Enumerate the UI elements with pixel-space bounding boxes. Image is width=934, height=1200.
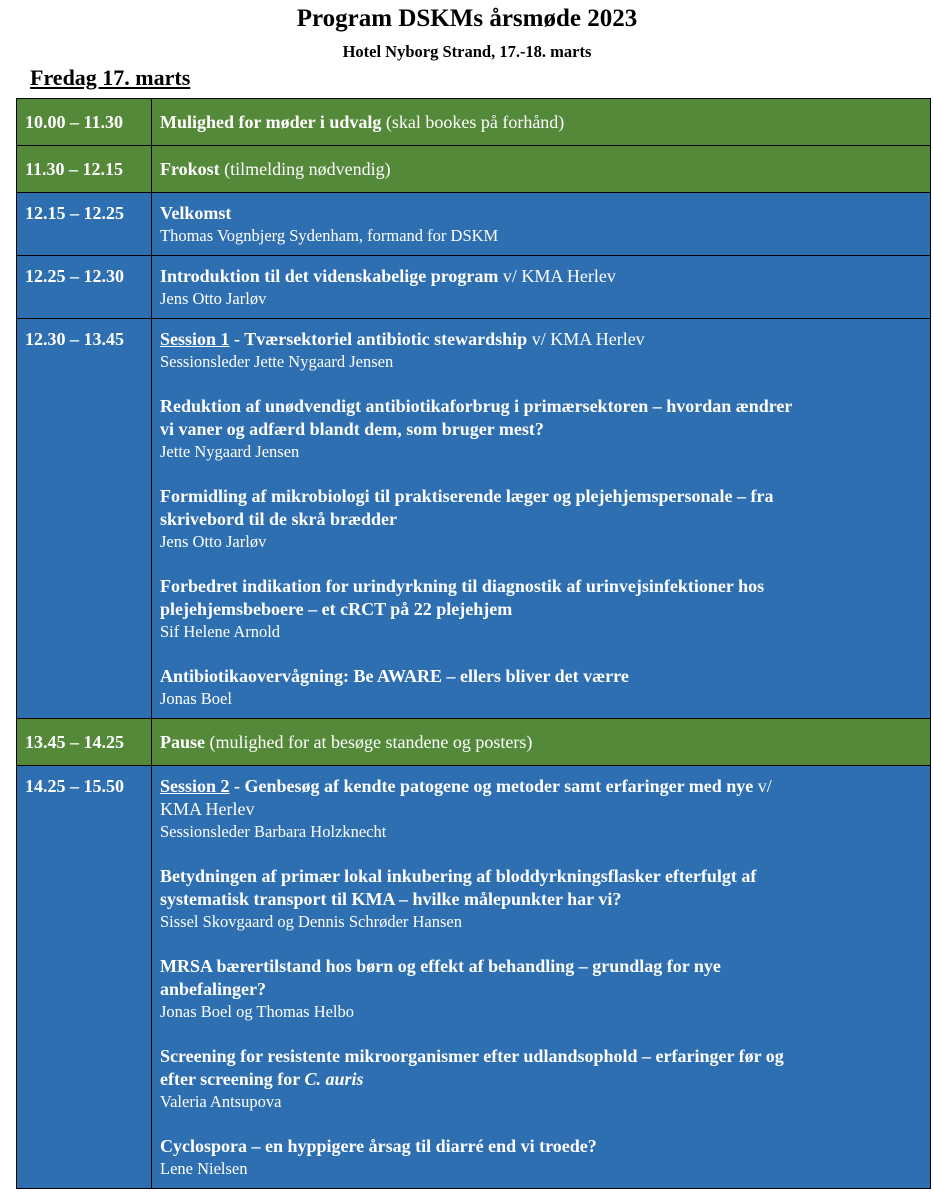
session-cell: [152, 319, 931, 719]
speaker-name: Lene Nielsen: [160, 1159, 248, 1178]
talk-item: [160, 1045, 922, 1113]
event-cell: [152, 193, 931, 256]
speaker-name: Jonas Boel og Thomas Helbo: [160, 1002, 355, 1021]
speaker-name: Valeria Antsupova: [160, 1092, 282, 1111]
talk-title: Forbedret indikation for urindyrkning til diagnostik af urinvejsinfektioner hos: [160, 576, 765, 596]
talk-title-cont: vi vaner og adfærd blandt dem, som bruger mest?: [160, 419, 544, 439]
talk-title-cont: [160, 1068, 922, 1091]
talk-title-cont: anbefalinger?: [160, 979, 266, 999]
table-row: [17, 766, 931, 1189]
event-title: Mulighed for møder i udvalg: [160, 111, 382, 132]
session-chair: Sessionsleder Barbara Holzknecht: [160, 822, 387, 841]
talk-title-text: efter screening for: [160, 1069, 305, 1089]
talk-item: [160, 1135, 922, 1180]
time-cell: 13.45 – 14.25: [17, 719, 152, 766]
talk-title-cont: systematisk transport til KMA – hvilke målepunkter har vi?: [160, 889, 622, 909]
speaker-name: Sif Helene Arnold: [160, 622, 281, 641]
session-cell: [152, 766, 931, 1189]
session-label: Session 2: [160, 776, 230, 796]
speaker-name: Jette Nygaard Jensen: [160, 442, 300, 461]
program-table: [16, 98, 931, 1189]
talk-item: [160, 575, 922, 643]
event-venue: v/ KMA Herlev: [498, 266, 616, 286]
session-venue: v/: [753, 776, 772, 796]
table-row: [17, 146, 931, 193]
speaker-name: Jens Otto Jarløv: [160, 289, 267, 308]
event-cell: [152, 719, 931, 766]
table-row: [17, 193, 931, 256]
event-title: Velkomst: [160, 203, 232, 223]
talk-title: Betydningen af primær lokal inkubering af bloddyrkningsflasker efterfulgt af: [160, 866, 757, 886]
event-note: (mulighed for at besøge standene og posters): [205, 731, 533, 752]
page-subtitle: Hotel Nyborg Strand, 17.-18. marts: [342, 42, 592, 61]
time-cell: 12.30 – 13.45: [17, 319, 152, 719]
session-venue-cont: KMA Herlev: [160, 799, 255, 819]
event-cell: [152, 256, 931, 319]
organism-name: C. auris: [304, 1069, 364, 1089]
speaker-name: Jonas Boel: [160, 689, 232, 708]
event-note: (tilmelding nødvendig): [219, 158, 391, 179]
talk-title-cont: skrivebord til de skrå brædder: [160, 509, 398, 529]
session-venue: v/ KMA Herlev: [527, 329, 645, 349]
time-cell: 12.15 – 12.25: [17, 193, 152, 256]
table-row: [17, 719, 931, 766]
event-title: Frokost: [160, 158, 220, 179]
talk-title: Reduktion af unødvendigt antibiotikaforbrug i primærsektoren – hvordan ændrer: [160, 396, 793, 416]
speaker-name: Sissel Skovgaard og Dennis Schrøder Hansen: [160, 912, 462, 931]
event-title: Introduktion til det videnskabelige program: [160, 266, 499, 286]
talk-item: [160, 955, 922, 1023]
talk-title: Cyclospora – en hyppigere årsag til diarré end vi troede?: [160, 1136, 597, 1156]
event-cell: [152, 146, 931, 193]
speaker-name: Thomas Vognbjerg Sydenham, formand for DSKM: [160, 226, 499, 245]
day-heading: Fredag 17. marts: [30, 65, 191, 90]
talk-item: [160, 665, 922, 710]
table-row: [17, 319, 931, 719]
talk-title: Antibiotikaovervågning: Be AWARE – ellers bliver det værre: [160, 666, 629, 686]
time-cell: 12.25 – 12.30: [17, 256, 152, 319]
talk-item: [160, 485, 922, 553]
session-chair: Sessionsleder Jette Nygaard Jensen: [160, 352, 394, 371]
event-title: Pause: [160, 731, 205, 752]
session-label: Session 1: [160, 329, 230, 349]
time-cell: 14.25 – 15.50: [17, 766, 152, 1189]
talk-item: [160, 395, 922, 463]
session-title: - Genbesøg af kendte patogene og metoder samt erfaringer med nye: [229, 776, 754, 796]
event-note: (skal bookes på forhånd): [381, 111, 565, 132]
table-row: [17, 99, 931, 146]
page-title: Program DSKMs årsmøde 2023: [296, 5, 638, 32]
talk-item: [160, 865, 922, 933]
table-row: [17, 256, 931, 319]
time-cell: 11.30 – 12.15: [17, 146, 152, 193]
speaker-name: Jens Otto Jarløv: [160, 532, 267, 551]
event-cell: [152, 99, 931, 146]
session-title: - Tværsektoriel antibiotic stewardship: [229, 329, 528, 349]
talk-title: MRSA bærertilstand hos børn og effekt af behandling – grundlag for nye: [160, 956, 721, 976]
talk-title: Formidling af mikrobiologi til praktiserende læger og plejehjemspersonale – fra: [160, 486, 774, 506]
talk-title-cont: plejehjemsbeboere – et cRCT på 22 plejehjem: [160, 599, 513, 619]
talk-title: Screening for resistente mikroorganismer efter udlandsophold – erfaringer før og: [160, 1046, 784, 1066]
time-cell: 10.00 – 11.30: [17, 99, 152, 146]
